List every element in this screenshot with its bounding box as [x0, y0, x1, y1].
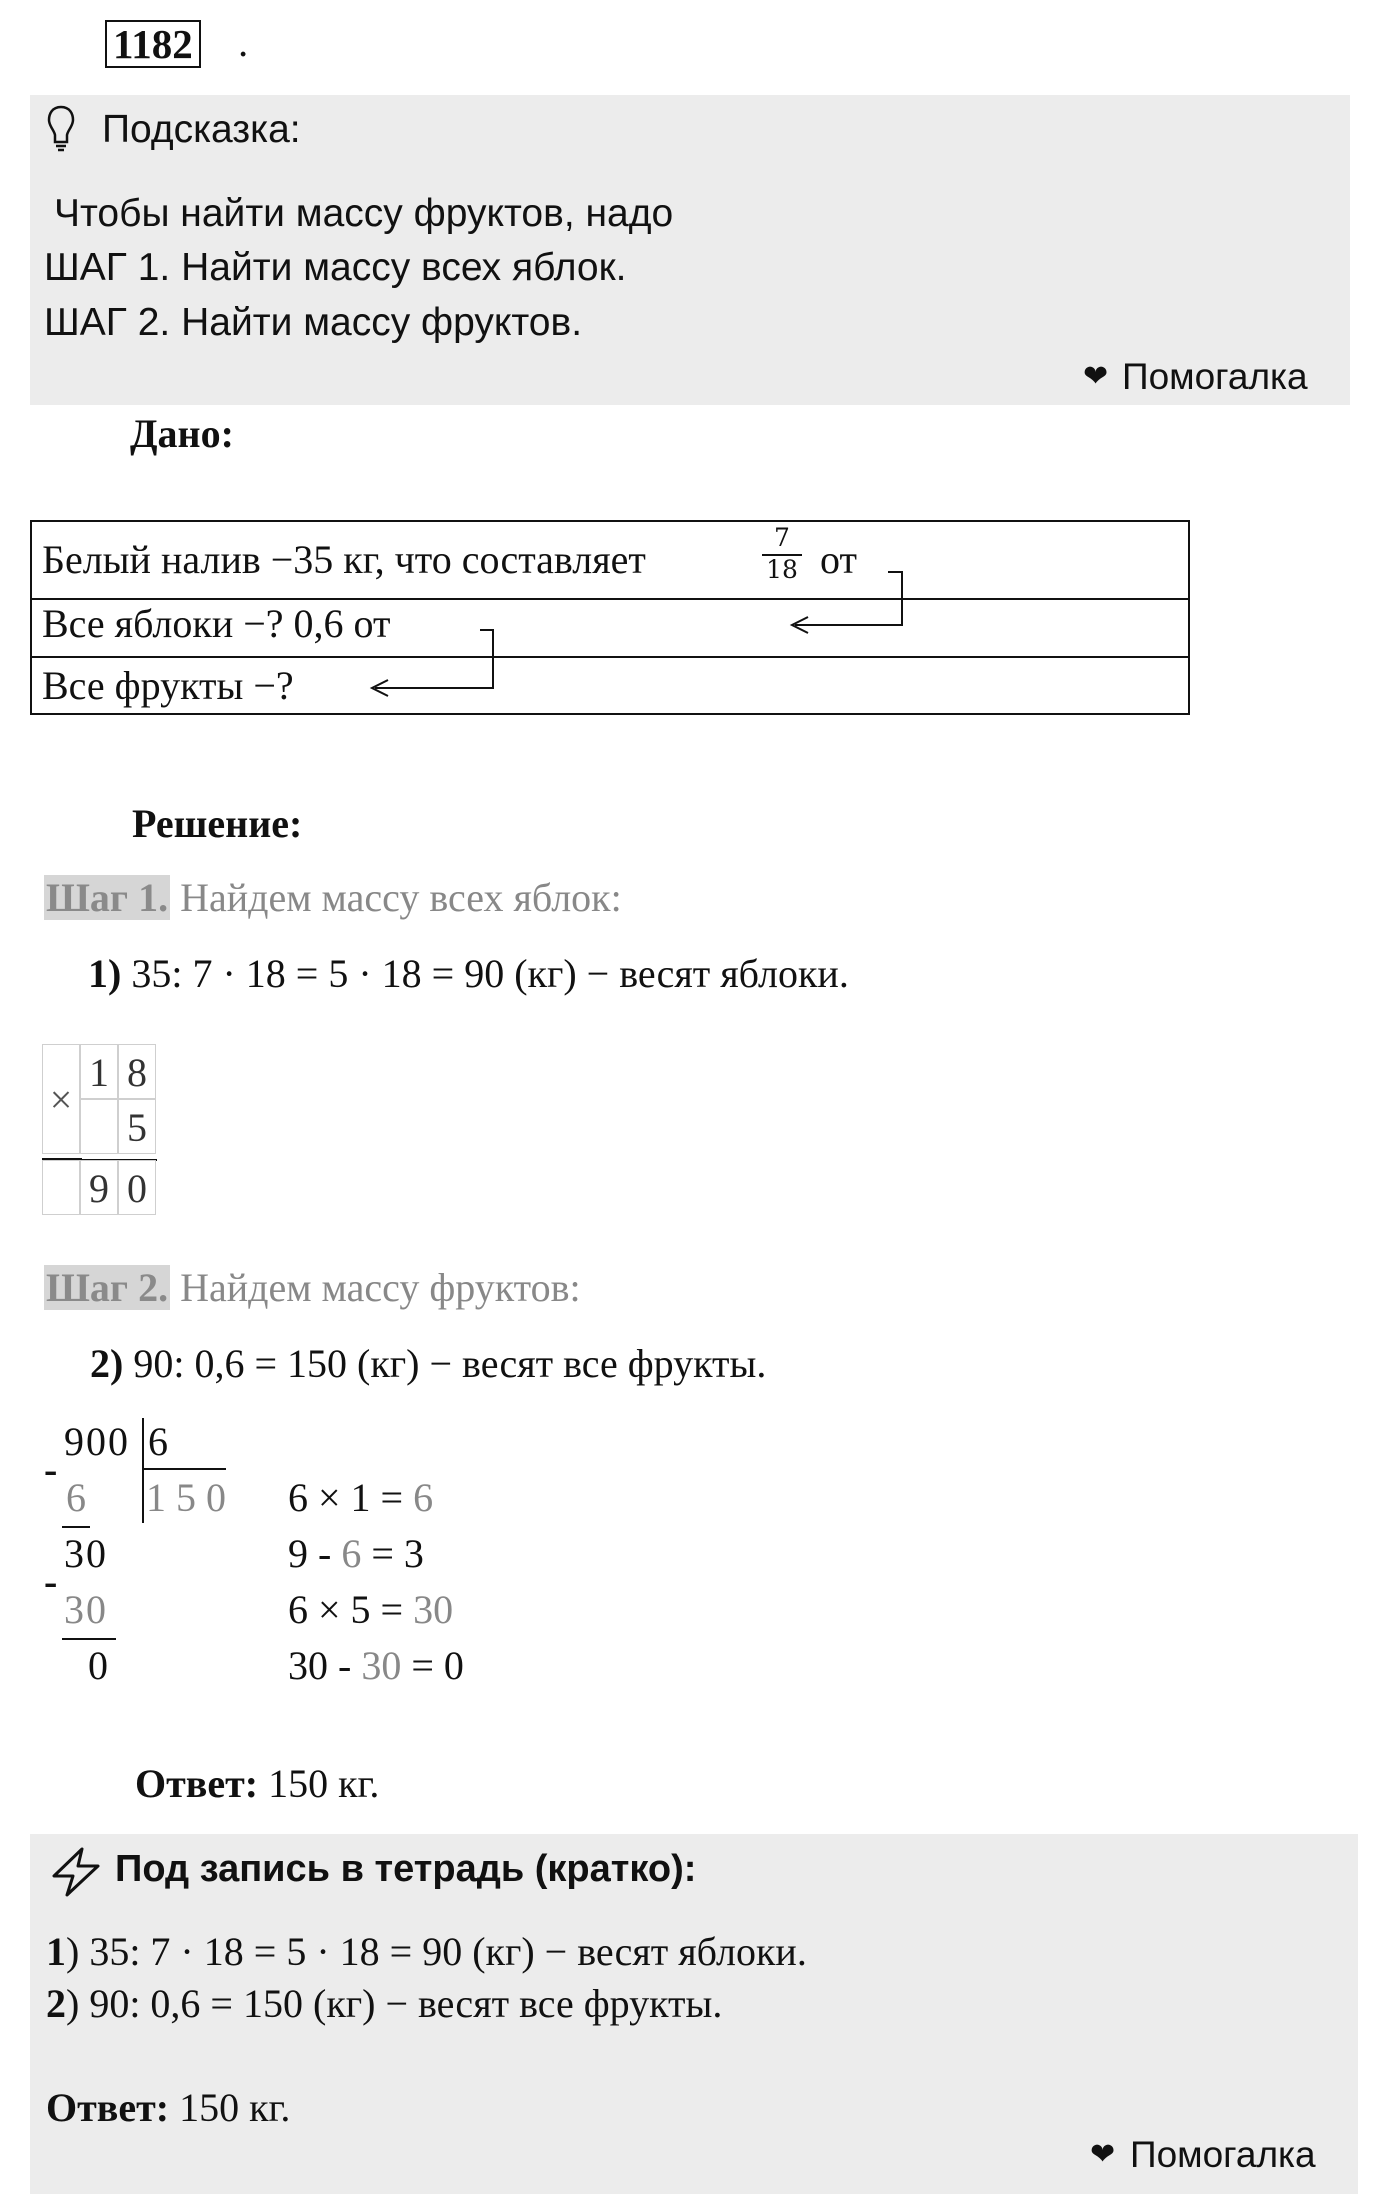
division-subtrahend-2: 30 — [64, 1587, 108, 1632]
brief-brand: Помогалка — [1130, 2134, 1316, 2175]
problem-number: 1182 — [105, 20, 201, 68]
answer-value: 150 кг. — [258, 1761, 380, 1806]
brief-line-2 — [46, 1980, 722, 2027]
note-part: 30 - — [288, 1643, 362, 1688]
note-part: 6 × 5 = — [288, 1587, 414, 1632]
division-remainder-2: 0 — [88, 1643, 108, 1688]
brief-line-1-text: ) 35: 7 · 18 = 5 · 18 = 90 (кг) − весят яблоки. — [66, 1929, 807, 1974]
brief-title: Под запись в тетрадь (кратко): — [115, 1848, 697, 1890]
mult-digit: 5 — [118, 1099, 156, 1154]
minus-sign: - — [44, 1447, 58, 1492]
given-row-2: Все яблоки −? 0,6 от — [42, 601, 391, 646]
division-note — [288, 1586, 453, 1633]
division-remainder-1: 30 — [64, 1531, 108, 1576]
step-1-text: Найдем массу всех яблок: — [170, 875, 622, 920]
division-bar — [142, 1468, 226, 1470]
hint-title: Подсказка: — [102, 108, 301, 151]
equation-1 — [88, 950, 849, 997]
brief-line-2-text: ) 90: 0,6 = 150 (кг) − весят все фрукты. — [66, 1981, 723, 2026]
equation-2-text: 90: 0,6 = 150 (кг) − весят все фрукты. — [133, 1341, 767, 1386]
heart-icon: ❤ — [1090, 2138, 1116, 2171]
mult-digit: 8 — [118, 1044, 156, 1099]
mult-digit: 1 — [80, 1044, 118, 1099]
division-dividend: 900 — [64, 1419, 130, 1464]
step-1-label: Шаг 1. — [46, 875, 169, 920]
step-2-label: Шаг 2. — [46, 1265, 169, 1310]
division-note — [288, 1530, 424, 1577]
step-2-heading — [44, 1264, 581, 1311]
equation-2 — [90, 1340, 766, 1387]
mult-digit — [80, 1099, 118, 1154]
step-2-text: Найдем массу фруктов: — [170, 1265, 581, 1310]
note-part: 6 × 1 = — [288, 1475, 414, 1520]
hint-intro: Чтобы найти массу фруктов, надо — [54, 192, 674, 235]
note-part: = 0 — [401, 1643, 464, 1688]
problem-number-dot: . — [238, 19, 249, 65]
brief-answer-value: 150 кг. — [169, 2085, 291, 2130]
brief-line-1-number: 1 — [46, 1929, 66, 1974]
mult-digit: 0 — [118, 1160, 156, 1215]
lightning-icon — [48, 1846, 104, 1898]
equation-1-number: 1) — [88, 951, 122, 996]
note-part: 9 - — [288, 1531, 342, 1576]
brief-answer-label: Ответ: — [46, 2085, 170, 2130]
division-line — [62, 1526, 90, 1528]
answer-label: Ответ: — [135, 1761, 259, 1806]
brief-answer — [46, 2084, 290, 2131]
relation-arrows — [0, 0, 1400, 760]
equation-1-text: 35: 7 · 18 = 5 · 18 = 90 (кг) − весят яблоки. — [131, 951, 849, 996]
division-line — [62, 1638, 116, 1640]
hint-step-1-label: ШАГ 1. — [44, 246, 171, 289]
note-part: = 3 — [361, 1531, 424, 1576]
fraction-numerator: 7 — [774, 523, 790, 552]
given-row-1-tail: от — [820, 537, 857, 582]
minus-sign: - — [44, 1559, 58, 1604]
hint-step-2-label: ШАГ 2. — [44, 301, 171, 344]
division-subtrahend-1: 6 — [66, 1475, 86, 1520]
equation-2-number: 2) — [90, 1341, 124, 1386]
note-part: 6 — [413, 1475, 434, 1520]
step-1-heading — [44, 874, 622, 921]
hint-step-1-text: Найти массу всех яблок. — [170, 246, 627, 289]
given-row-1-text: Белый налив −35 кг, что составляет — [42, 537, 646, 582]
heart-icon: ❤ — [1083, 360, 1109, 393]
division-quotient: 1 5 0 — [146, 1475, 226, 1520]
answer — [135, 1760, 379, 1807]
division-divisor: 6 — [148, 1419, 168, 1464]
fraction-denominator: 18 — [762, 554, 802, 584]
brief-line-2-number: 2 — [46, 1981, 66, 2026]
given-heading: Дано: — [130, 411, 234, 456]
division-bar — [142, 1418, 144, 1523]
mult-digit — [42, 1160, 80, 1215]
mult-digit: 9 — [80, 1160, 118, 1215]
hint-step-2-text: Найти массу фруктов. — [170, 301, 583, 344]
note-part: 6 — [341, 1531, 362, 1576]
division-note — [288, 1642, 464, 1689]
note-part: 30 — [413, 1587, 454, 1632]
hint-brand: Помогалка — [1122, 356, 1308, 397]
solution-heading: Решение: — [132, 801, 303, 846]
given-row-3: Все фрукты −? — [42, 663, 294, 708]
multiply-sign: × — [42, 1044, 80, 1154]
division-note — [288, 1474, 433, 1521]
brief-line-1 — [46, 1928, 807, 1975]
note-part: 30 — [361, 1643, 402, 1688]
